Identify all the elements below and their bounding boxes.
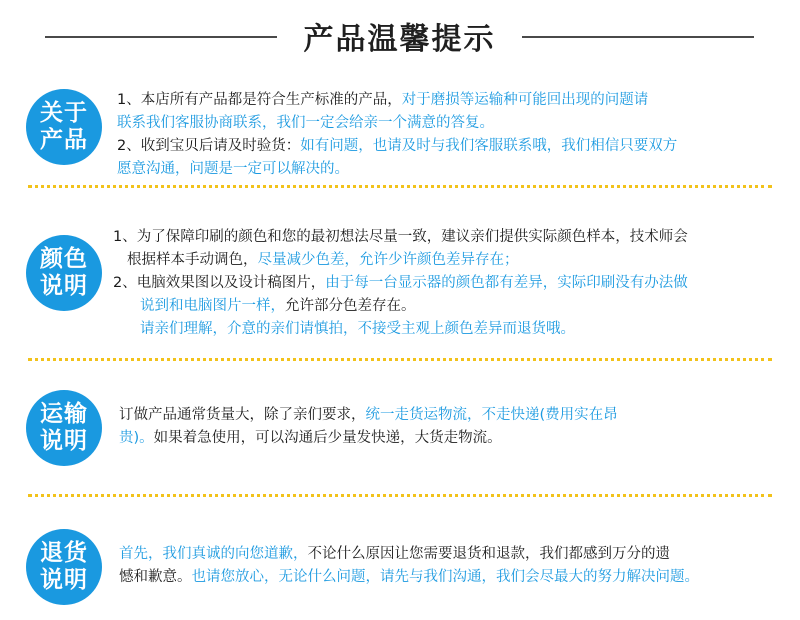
- badge-line-2: 说明: [40, 428, 88, 454]
- section-text: [119, 404, 618, 450]
- header: [0, 0, 800, 70]
- badge-line-1: 颜色: [40, 246, 88, 272]
- text-segment: 订做产品通常货量大，除了亲们要求，: [119, 407, 366, 423]
- highlight-text: 如有问题，也请及时与我们客服联系哦，我们相信只要双方: [300, 138, 678, 154]
- text-line: [113, 272, 688, 295]
- page-title: 产品温馨提示: [303, 22, 496, 57]
- section-text: [119, 543, 699, 589]
- badge-line-1: 运输: [40, 401, 88, 427]
- badge-line-1: 关于: [40, 100, 88, 126]
- highlight-text: 也请您放心，无论什么问题，请先与我们沟通，我们会尽最大的努力解决问题。: [191, 569, 699, 585]
- section-return-notes: [0, 497, 800, 620]
- text-segment: 1、本店所有产品都是符合生产标准的产品，: [117, 92, 402, 108]
- highlight-text: 尽量减少色差，允许少许颜色差异存在；: [257, 252, 519, 268]
- section-color-notes: [0, 188, 800, 358]
- text-line: [119, 404, 618, 427]
- text-line: [117, 135, 677, 158]
- highlight-text: 首先，我们真诚的向您道歉，: [119, 546, 308, 562]
- header-rule-left: [45, 36, 277, 38]
- highlight-text: 对于磨损等运输种可能回出现的问题请: [401, 92, 649, 108]
- text-line: [113, 295, 688, 318]
- text-segment: 2、收到宝贝后请及时验货：: [117, 138, 301, 154]
- section-about-product: [0, 70, 800, 185]
- text-segment: 2、电脑效果图以及设计稿图片，: [113, 275, 326, 291]
- badge-shipping-notes: [26, 390, 102, 466]
- badge-about-product: [26, 89, 102, 165]
- highlight-text: 统一走货运物流，不走快递(费用实在昂: [365, 407, 618, 423]
- text-segment: 允许部分色差存在。: [285, 298, 416, 314]
- text-segment: 根据样本手动调色，: [127, 252, 258, 268]
- badge-line-1: 退货: [40, 540, 88, 566]
- text-line: [113, 249, 688, 272]
- section-divider: [28, 358, 772, 361]
- text-segment: 不论什么原因让您需要退货和退款，我们都感到万分的遗: [307, 546, 670, 562]
- highlight-text: 说到和电脑图片一样，: [140, 298, 285, 314]
- section-shipping-notes: [0, 362, 800, 492]
- section-text: [113, 226, 688, 341]
- text-line: 1、为了保障印刷的颜色和您的最初想法尽量一致，建议亲们提供实际颜色样本，技术师会: [113, 229, 688, 245]
- text-segment: 憾和歉意。: [119, 569, 192, 585]
- badge-return-notes: [26, 529, 102, 605]
- badge-color-notes: [26, 235, 102, 311]
- highlight-text: 由于每一台显示器的颜色都有差异，实际印刷没有办法做: [325, 275, 688, 291]
- badge-line-2: 产品: [40, 127, 88, 153]
- badge-line-2: 说明: [40, 273, 88, 299]
- text-line: [119, 427, 618, 450]
- text-line: [117, 89, 677, 112]
- header-rule-right: [522, 36, 754, 38]
- section-text: [117, 89, 677, 181]
- text-segment: 如果着急使用，可以沟通后少量发快递，大货走物流。: [153, 430, 502, 446]
- text-line: [119, 543, 699, 566]
- highlight-line: 联系我们客服协商联系，我们一定会给亲一个满意的答复。: [117, 115, 494, 131]
- highlight-line: 请亲们理解，介意的亲们请慎拍，不接受主观上颜色差异而退货哦。: [140, 321, 575, 337]
- highlight-line: 愿意沟通，问题是一定可以解决的。: [117, 161, 349, 177]
- text-line: [119, 566, 699, 589]
- badge-line-2: 说明: [40, 567, 88, 593]
- highlight-text: 贵)。: [119, 430, 154, 446]
